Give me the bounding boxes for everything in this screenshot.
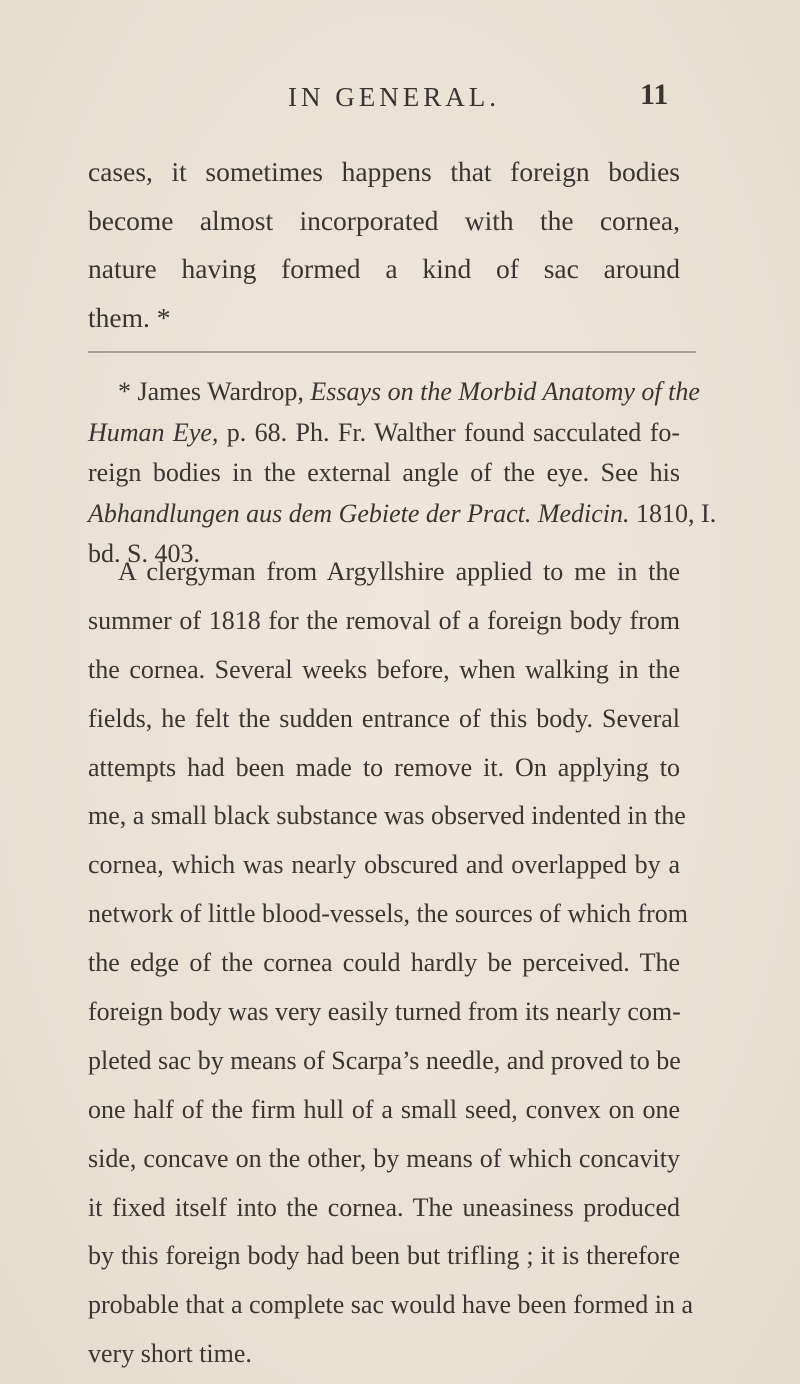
text-line: cornea, which was nearly obscured and overlapped by a [88, 850, 680, 880]
footnote-line [88, 372, 700, 413]
text-line: side, concave on the other, by means of which concavity [88, 1143, 680, 1173]
text-line: pleted sac by means of Scarpa’s needle, and proved to be [88, 1045, 681, 1075]
footnote-reference-title: Abhandlungen aus dem Gebiete der Pract. Medicin. [88, 498, 630, 528]
page-header [258, 78, 738, 118]
footnote-text: p. 68. Ph. Fr. Walther found sacculated fo- [218, 417, 681, 447]
text-line: cases, it sometimes happens that foreign bodies [88, 156, 680, 187]
footnote-line [88, 494, 717, 535]
text-line: fields, he felt the sudden entrance of this body. Several [88, 703, 680, 733]
text-line: summer of 1818 for the removal of a foreign body from [88, 605, 680, 635]
footnote [88, 372, 717, 575]
text-line: me, a small black substance was observed indented in the [88, 801, 686, 831]
text-line: A clergyman from Argyllshire applied to me in the [118, 557, 680, 586]
text-line: very short time. [88, 1339, 252, 1369]
text-line: probable that a complete sac would have been formed in a [88, 1290, 693, 1320]
case-paragraph [88, 548, 693, 1379]
text-line: nature having formed a kind of sac around [88, 253, 680, 284]
footnote-author: * James Wardrop, [118, 377, 311, 406]
main-text-paragraph [88, 148, 680, 342]
text-line: by this foreign body had been but trifling ; it is therefore [88, 1241, 680, 1271]
footnote-line: bd. S. 403. [88, 539, 200, 568]
text-line: become almost incorporated with the cornea, [88, 204, 680, 236]
footnote-title-cont: Human Eye, [88, 417, 219, 447]
text-line: one half of the firm hull of a small seed, convex on one [88, 1094, 680, 1124]
text-line: it fixed itself into the cornea. The uneasiness produced [88, 1192, 680, 1222]
text-line: network of little blood-vessels, the sources of which from [88, 899, 689, 929]
footnote-divider [88, 351, 696, 353]
footnote-line [88, 413, 680, 454]
text-line: the cornea. Several weeks before, when walking in the [88, 654, 680, 684]
running-head: IN GENERAL. [288, 82, 500, 112]
footnote-reference-year: 1810, I. [629, 498, 717, 528]
footnote-title: Essays on the Morbid Anatomy of the [310, 377, 700, 406]
text-line: foreign body was very easily turned from its nearly com- [88, 997, 681, 1027]
footnote-line: reign bodies in the external angle of the eye. See his [88, 458, 680, 487]
text-line: them. * [88, 301, 171, 333]
text-line: attempts had been made to remove it. On applying to [88, 752, 680, 782]
text-line: the edge of the cornea could hardly be perceived. The [88, 948, 680, 978]
page-number: 11 [640, 78, 669, 111]
